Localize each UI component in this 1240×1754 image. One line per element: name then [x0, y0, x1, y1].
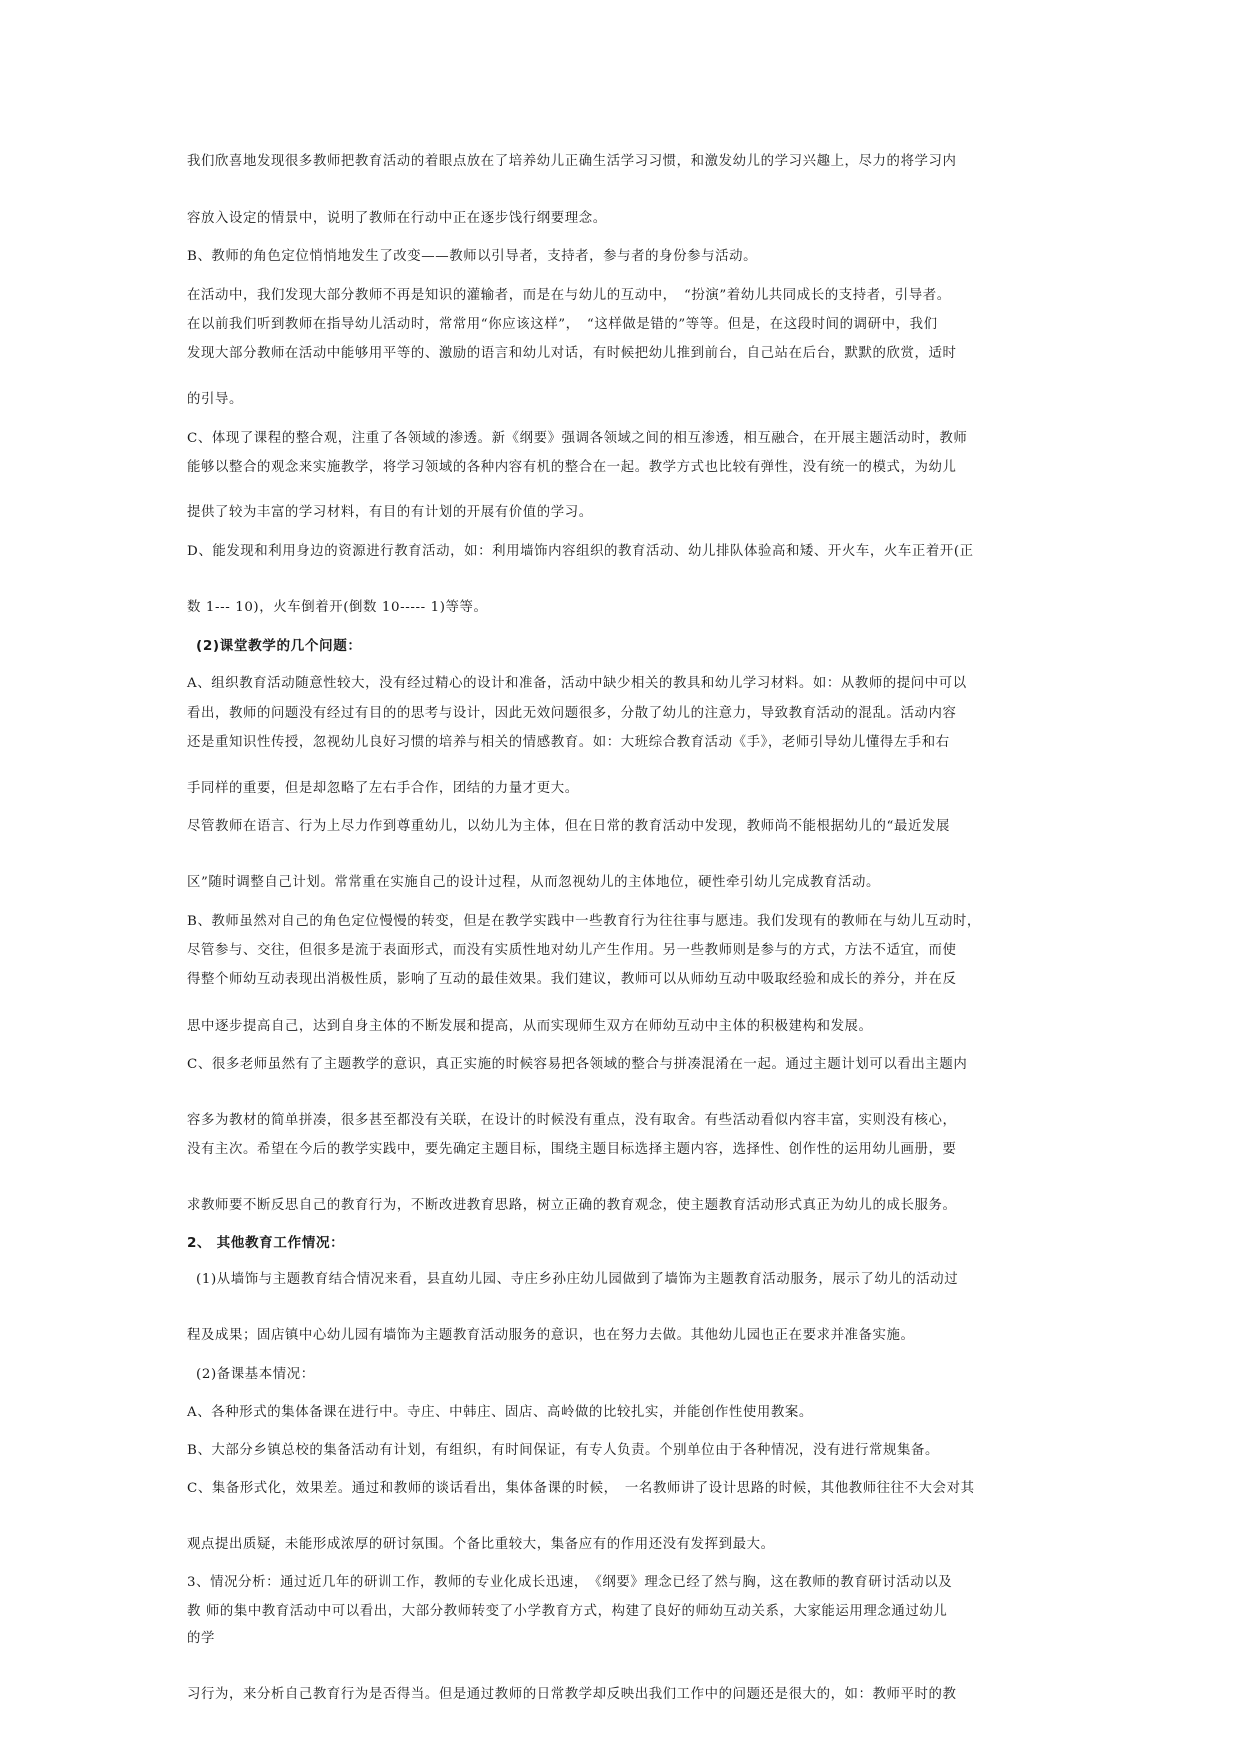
text-line: 的引导。	[187, 392, 243, 407]
text-line: 手同样的重要，但是却忽略了左右手合作，团结的力量才更大。	[187, 781, 579, 796]
text-line: 3、情况分析：通过近几年的研训工作，教师的专业化成长迅速， 《纲要》理念已经了然与胸，这在教师的教育研讨活动以及	[187, 1575, 953, 1590]
text-line: 习行为，来分析自己教育行为是否得当。但是通过教师的日常教学却反映出我们工作中的问题还是很大的，如：教师平时的教	[187, 1687, 957, 1702]
text-line: 在以前我们听到教师在指导幼儿活动时，常常用“你应该这样”， “这样做是错的”等等。但是，在这段时间的调研中，我们	[187, 317, 938, 332]
text-line: C、很多老师虽然有了主题教学的意识，真正实施的时候容易把各领域的整合与拼凑混淆在一起。通过主题计划可以看出主题内	[187, 1057, 968, 1072]
text-line: 在活动中，我们发现大部分教师不再是知识的灌输者，而是在与幼儿的互动中， “扮演”着幼儿共同成长的支持者，引导者。	[187, 288, 951, 303]
text-line: 求教师要不断反思自己的教育行为，不断改进教育思路，树立正确的教育观念，使主题教育活动形式真正为幼儿的成长服务。	[187, 1198, 957, 1213]
text-line: 的学	[187, 1631, 215, 1646]
text-line: 教 师的集中教育活动中可以看出，大部分教师转变了小学教育方式，构建了良好的师幼互动关系，大家能运用理念通过幼儿	[187, 1604, 948, 1619]
text-line: 容放入设定的情景中，说明了教师在行动中正在逐步饯行纲要理念。	[187, 211, 607, 226]
text-line: D、能发现和利用身边的资源进行教育活动，如：利用墙饰内容组织的教育活动、幼儿排队体验高和矮、开火车，火车正着开(正	[187, 544, 974, 559]
text-line: 能够以整合的观念来实施教学，将学习领域的各种内容有机的整合在一起。教学方式也比较有弹性，没有统一的模式，为幼儿	[187, 460, 957, 475]
text-line: 我们欣喜地发现很多教师把教育活动的着眼点放在了培养幼儿正确生活学习习惯，和激发幼儿的学习兴趣上，尽力的将学习内	[187, 154, 957, 169]
text-line: C、体现了课程的整合观，注重了各领域的渗透。新《纲要》强调各领域之间的相互渗透，相互融合，在开展主题活动时，教师	[187, 431, 968, 446]
text-line: 得整个师幼互动表现出消极性质，影响了互动的最佳效果。我们建议，教师可以从师幼互动中吸取经验和成长的养分，并在反	[187, 972, 957, 987]
text-line: 容多为教材的简单拼凑，很多甚至都没有关联，在设计的时候没有重点，没有取舍。有些活动看似内容丰富，实则没有核心，	[187, 1113, 957, 1128]
text-line: 程及成果；固店镇中心幼儿园有墙饰为主题教育活动服务的意识，也在努力去做。其他幼儿园也正在要求并准备实施。	[187, 1328, 915, 1343]
text-line: C、集备形式化，效果差。通过和教师的谈话看出，集体备课的时候， 一名教师讲了设计思路的时候，其他教师往往不大会对其	[187, 1481, 975, 1496]
text-line: 思中逐步提高自己，达到自身主体的不断发展和提高，从而实现师生双方在师幼互动中主体的积极建构和发展。	[187, 1019, 873, 1034]
text-line: 看出，教师的问题没有经过有目的的思考与设计，因此无效问题很多，分散了幼儿的注意力，导致教育活动的混乱。活动内容	[187, 706, 957, 721]
text-line: 数 1--- 10)，火车倒着开(倒数 10----- 1)等等。	[187, 600, 488, 615]
text-line: 区”随时调整自己计划。常常重在实施自己的设计过程，从而忽视幼儿的主体地位，硬性牵引幼儿完成教育活动。	[187, 875, 880, 890]
text-line: A、各种形式的集体备课在进行中。寺庄、中韩庄、固店、高岭做的比较扎实，并能创作性使用教案。	[187, 1405, 813, 1420]
text-line: 尽管参与、交往，但很多是流于表面形式，而没有实质性地对幼儿产生作用。另一些教师则是参与的方式，方法不适宜，而使	[187, 943, 957, 958]
text-line: 还是重知识性传授，忽视幼儿良好习惯的培养与相关的情感教育。如：大班综合教育活动《手》，老师引导幼儿懂得左手和右	[187, 735, 950, 750]
section-heading: (2)课堂教学的几个问题：	[196, 638, 362, 654]
section-heading: 2、 其他教育工作情况：	[187, 1235, 345, 1251]
text-line: 没有主次。希望在今后的教学实践中，要先确定主题目标，围绕主题目标选择主题内容，选择性、创作性的运用幼儿画册，要	[187, 1142, 957, 1157]
text-line: 尽管教师在语言、行为上尽力作到尊重幼儿，以幼儿为主体，但在日常的教育活动中发现，教师尚不能根据幼儿的“最近发展	[187, 819, 950, 834]
text-line: A、组织教育活动随意性较大，没有经过精心的设计和准备，活动中缺少相关的教具和幼儿学习材料。如：从教师的提问中可以	[187, 676, 967, 691]
text-line: 提供了较为丰富的学习材料，有目的有计划的开展有价值的学习。	[187, 505, 593, 520]
text-line: B、大部分乡镇总校的集备活动有计划，有组织，有时间保证，有专人负责。个别单位由于各种情况，没有进行常规集备。	[187, 1443, 939, 1458]
text-line: (1)从墙饰与主题教育结合情况来看，县直幼儿园、寺庄乡孙庄幼儿园做到了墙饰为主题教育活动服务，展示了幼儿的活动过	[196, 1272, 959, 1287]
text-line: B、教师的角色定位悄悄地发生了改变——教师以引导者，支持者，参与者的身份参与活动。	[187, 249, 758, 264]
text-line: 发现大部分教师在活动中能够用平等的、激励的语言和幼儿对话，有时候把幼儿推到前台，自己站在后台，默默的欣赏，适时	[187, 346, 957, 361]
text-line: (2)备课基本情况：	[196, 1367, 315, 1382]
text-line: B、教师虽然对自己的角色定位慢慢的转变，但是在教学实践中一些教育行为往往事与愿违。我们发现有的教师在与幼儿互动时，	[187, 914, 981, 929]
text-line: 观点提出质疑，未能形成浓厚的研讨氛围。个备比重较大，集备应有的作用还没有发挥到最大。	[187, 1537, 775, 1552]
